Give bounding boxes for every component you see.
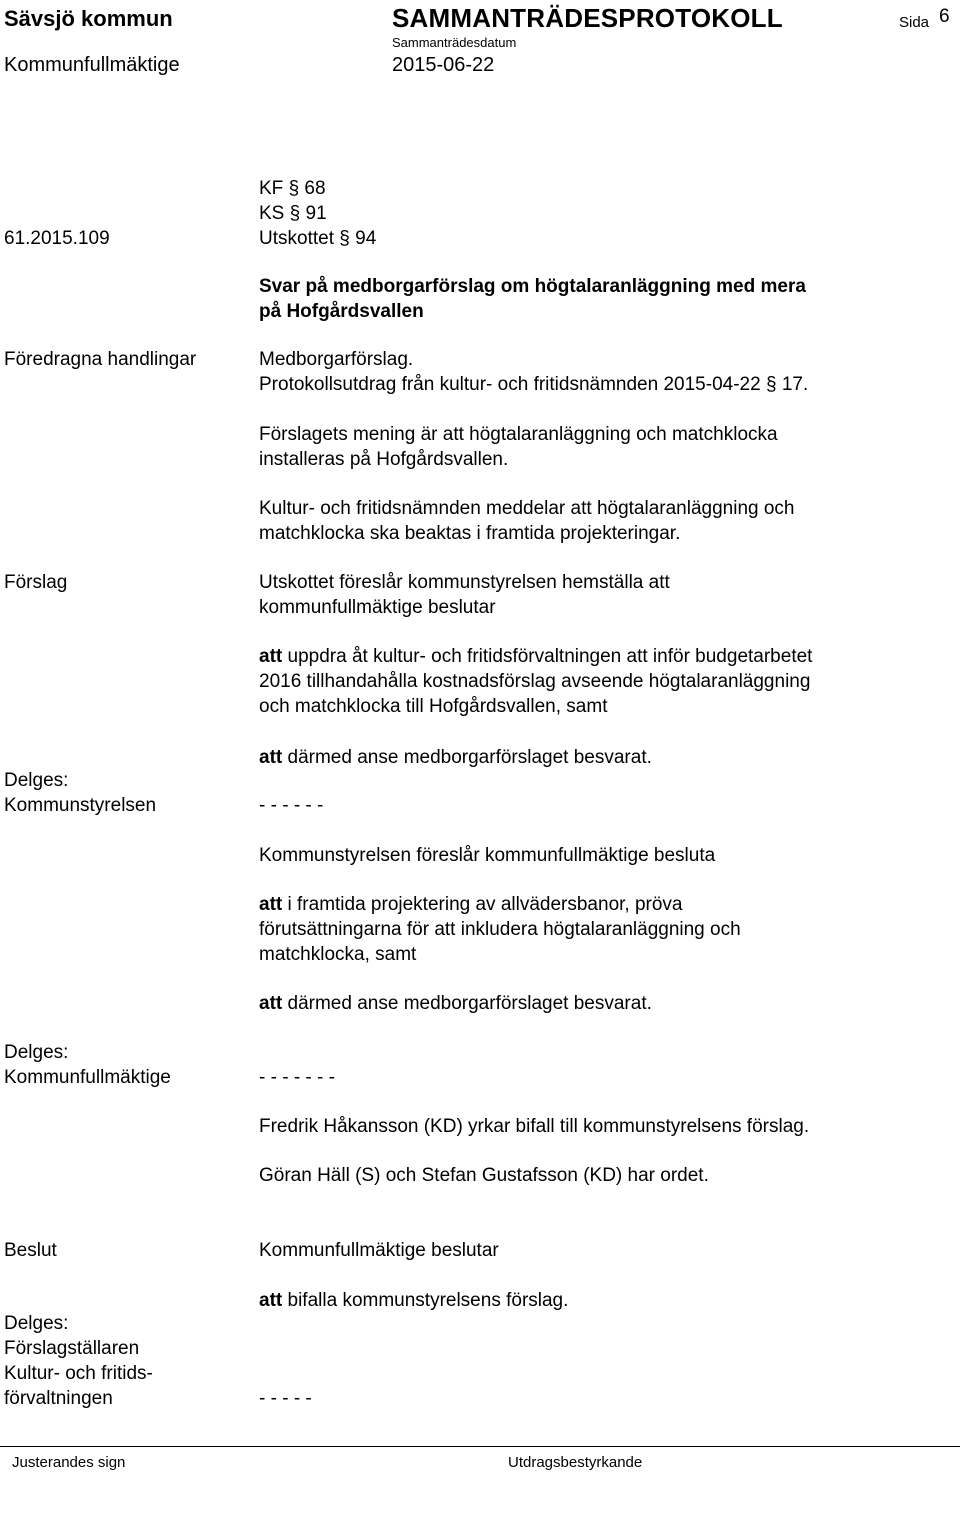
subject-line-1: Svar på medborgarförslag om högtalaranläggning med mera [259,276,806,297]
paragraph-1-line-1: Förslagets mening är att högtalaranläggning och matchklocka [259,424,778,445]
paragraph-1-line-2: installeras på Hofgårdsvallen. [259,449,509,470]
date-label: Sammanträdesdatum [392,35,517,50]
decision-delges-label: Delges: [4,1313,69,1334]
proposal-delges-recipient: Kommunstyrelsen [4,795,157,816]
decision-separator: - - - - - [259,1388,312,1409]
utskottet-ref: Utskottet § 94 [259,228,377,249]
ks-att-1-line-2: förutsättningarna för att inkludera högtalaranläggning och [259,919,741,940]
documents-line-1: Medborgarförslag. [259,349,414,370]
meeting-date: 2015-06-22 [392,54,495,76]
proposal-att-1-line-2: 2016 tillhandahålla kostnadsförslag avseende högtalaranläggning [259,671,811,692]
decision-intro: Kommunfullmäktige beslutar [259,1240,499,1261]
proposal-att-1-line-1: att uppdra åt kultur- och fritidsförvaltningen att inför budgetarbetet [259,646,813,667]
decision-recipient-3: förvaltningen [4,1388,113,1409]
debate-line-2: Göran Häll (S) och Stefan Gustafsson (KD) har ordet. [259,1165,709,1186]
page-number: 6 [939,6,950,27]
proposal-att-2: att därmed anse medborgarförslaget besvarat. [259,747,652,768]
ks-delges-recipient: Kommunfullmäktige [4,1067,171,1088]
body-name: Kommunfullmäktige [4,54,180,76]
kf-ref: KF § 68 [259,178,326,199]
footer-sign-label: Justerandes sign [12,1454,126,1471]
page-label: Sida [899,14,930,31]
ks-separator: - - - - - - - [259,1067,335,1088]
ks-att-1-line-1: att i framtida projektering av allvädersbanor, pröva [259,894,683,915]
proposal-intro-line-1: Utskottet föreslår kommunstyrelsen hemställa att [259,572,670,593]
decision-label: Beslut [4,1240,57,1261]
paragraph-2-line-2: matchklocka ska beaktas i framtida projekteringar. [259,523,681,544]
footer-cert-label: Utdragsbestyrkande [508,1454,643,1471]
debate-line-1: Fredrik Håkansson (KD) yrkar bifall till kommunstyrelsens förslag. [259,1116,810,1137]
document-title: SAMMANTRÄDESPROTOKOLL [392,3,783,33]
proposal-delges-label: Delges: [4,770,69,791]
ks-ref: KS § 91 [259,203,327,224]
decision-recipient-2: Kultur- och fritids- [4,1363,153,1384]
ks-intro: Kommunstyrelsen föreslår kommunfullmäktige besluta [259,845,716,866]
proposal-separator: - - - - - - [259,795,324,816]
footer-divider [0,1446,960,1447]
org-name: Sävsjö kommun [4,6,173,31]
ks-att-2: att därmed anse medborgarförslaget besvarat. [259,993,652,1014]
proposal-att-1-line-3: och matchklocka till Hofgårdsvallen, samt [259,696,608,717]
subject-line-2: på Hofgårdsvallen [259,301,424,322]
documents-label: Föredragna handlingar [4,349,197,370]
decision-att: att bifalla kommunstyrelsens förslag. [259,1290,569,1311]
documents-line-2: Protokollsutdrag från kultur- och fritidsnämnden 2015-04-22 § 17. [259,374,809,395]
ks-att-1-line-3: matchklocka, samt [259,944,417,965]
proposal-label: Förslag [4,572,68,593]
case-number: 61.2015.109 [4,228,110,249]
ks-delges-label: Delges: [4,1042,69,1063]
proposal-intro-line-2: kommunfullmäktige beslutar [259,597,496,618]
paragraph-2-line-1: Kultur- och fritidsnämnden meddelar att högtalaranläggning och [259,498,795,519]
decision-recipient-1: Förslagställaren [4,1338,140,1359]
